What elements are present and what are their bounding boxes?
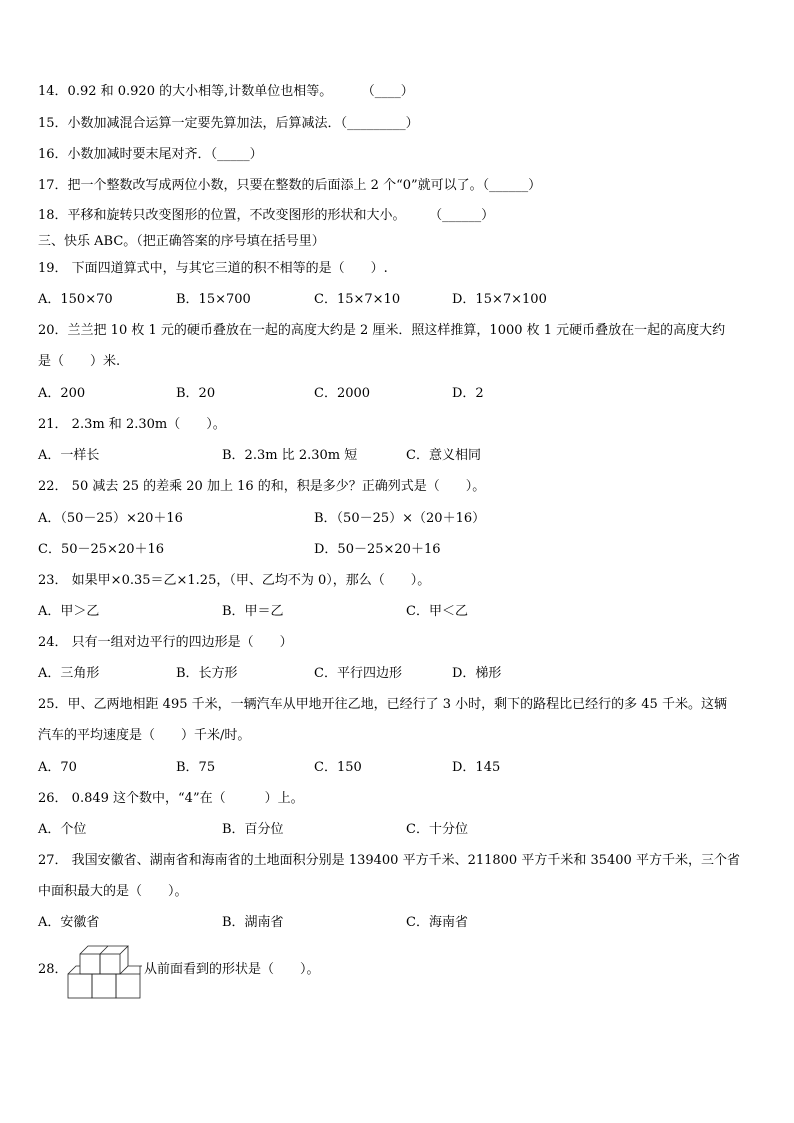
answer-blank[interactable]: （______） [482,178,542,193]
option-b[interactable]: B．2.3m 比 2.30m 短 [222,448,358,463]
cube-stack-figure [66,940,144,1000]
question-text: 小数加减时要末尾对齐． [67,147,211,162]
question-text: 小数加减混合运算一定要先算加法，后算减法． [67,116,341,131]
option-a[interactable]: A．个位 [38,822,87,837]
option-a[interactable]: A．甲＞乙 [38,604,100,619]
answer-blank[interactable]: （_________） [340,116,419,131]
option-c[interactable]: C．平行四边形 [314,666,402,681]
option-b[interactable]: B．长方形 [176,666,238,681]
option-d[interactable]: D．梯形 [452,666,502,681]
question-18 [38,208,494,224]
question-20-line2: 是（ ）米. [38,354,121,369]
question-24: 24． 只有一组对边平行的四边形是（ ） [38,635,293,650]
option-c[interactable]: C．2000 [314,386,371,401]
option-c[interactable]: C．50－25×20＋16 [38,542,165,557]
question-26: 26． 0.849 这个数中，“4”在（ ）上。 [38,791,304,806]
option-b[interactable]: B．甲＝乙 [222,604,284,619]
option-a[interactable]: A．70 [38,760,77,775]
option-d[interactable]: D．15×7×100 [452,292,547,307]
question-17 [38,178,541,194]
option-a[interactable]: A．150×70 [38,292,113,307]
option-c[interactable]: C．15×7×10 [314,292,401,307]
option-b[interactable]: B．20 [176,386,216,401]
question-number: 17． [38,178,68,193]
section-heading: 三、快乐 ABC。（把正确答案的序号填在括号里） [38,234,325,249]
question-28: 从前面看到的形状是（ ）。 [144,962,320,977]
question-19: 19． 下面四道算式中，与其它三道的积不相等的是（ ）. [38,261,388,276]
question-text: 平移和旋转只改变图形的位置，不改变图形的形状和大小。 [67,208,406,223]
question-number: 18． [38,208,68,223]
question-number: 14． [38,84,68,99]
option-c[interactable]: C．甲＜乙 [406,604,468,619]
question-23: 23． 如果甲×0.35＝乙×1.25，（甲、乙均不为 0），那么（ ）。 [38,573,431,588]
question-text: 0.92 和 0.920 的大小相等,计数单位也相等。 [67,84,333,99]
question-15 [38,116,419,132]
option-c[interactable]: C．意义相同 [406,448,481,463]
question-27-line1: 27． 我国安徽省、湖南省和海南省的土地面积分别是 139400 平方千米、211800 平方千米和 35400 平方千米，三个省 [38,853,740,868]
option-b[interactable]: B．（50－25）×（20＋16） [314,511,486,526]
option-a[interactable]: A．一样长 [38,448,100,463]
option-d[interactable]: D．145 [452,760,501,775]
option-b[interactable]: B．75 [176,760,216,775]
question-25-line2: 汽车的平均速度是（ ）千米/时。 [38,728,251,743]
answer-blank[interactable]: （____） [368,84,414,99]
option-c[interactable]: C．海南省 [406,915,468,930]
question-22: 22． 50 减去 25 的差乘 20 加上 16 的和，积是多少？正确列式是（ ）。 [38,479,486,494]
question-27-line2: 中面积最大的是（ ）。 [38,884,188,899]
option-c[interactable]: C．十分位 [406,822,468,837]
option-a[interactable]: A．安徽省 [38,915,100,930]
question-number: 16． [38,147,68,162]
option-a[interactable]: A．200 [38,386,86,401]
question-number: 15． [38,116,68,131]
option-c[interactable]: C．150 [314,760,362,775]
option-b[interactable]: B．15×700 [176,292,251,307]
option-d[interactable]: D．50－25×20＋16 [314,542,441,557]
option-b[interactable]: B．百分位 [222,822,284,837]
option-a[interactable]: A．（50－25）×20＋16 [38,511,183,526]
question-14 [38,84,414,100]
option-d[interactable]: D．2 [452,386,484,401]
question-20-line1: 20．兰兰把 10 枚 1 元的硬币叠放在一起的高度大约是 2 厘米．照这样推算，1000 枚 1 元硬币叠放在一起的高度大约 [38,323,726,338]
answer-blank[interactable]: （______） [435,208,495,223]
option-b[interactable]: B．湖南省 [222,915,284,930]
question-text: 把一个整数改写成两位小数，只要在整数的后面添上 2 个“0”就可以了。 [67,178,483,193]
answer-blank[interactable]: （_____） [210,147,263,162]
question-25-line1: 25．甲、乙两地相距 495 千米，一辆汽车从甲地开往乙地，已经行了 3 小时，剩下的路程比已经行的多 45 千米。这辆 [38,697,727,712]
question-16 [38,147,263,163]
option-a[interactable]: A．三角形 [38,666,100,681]
question-28-number: 28． [38,962,68,977]
question-21: 21． 2.3m 和 2.30m（ ）。 [38,417,226,432]
